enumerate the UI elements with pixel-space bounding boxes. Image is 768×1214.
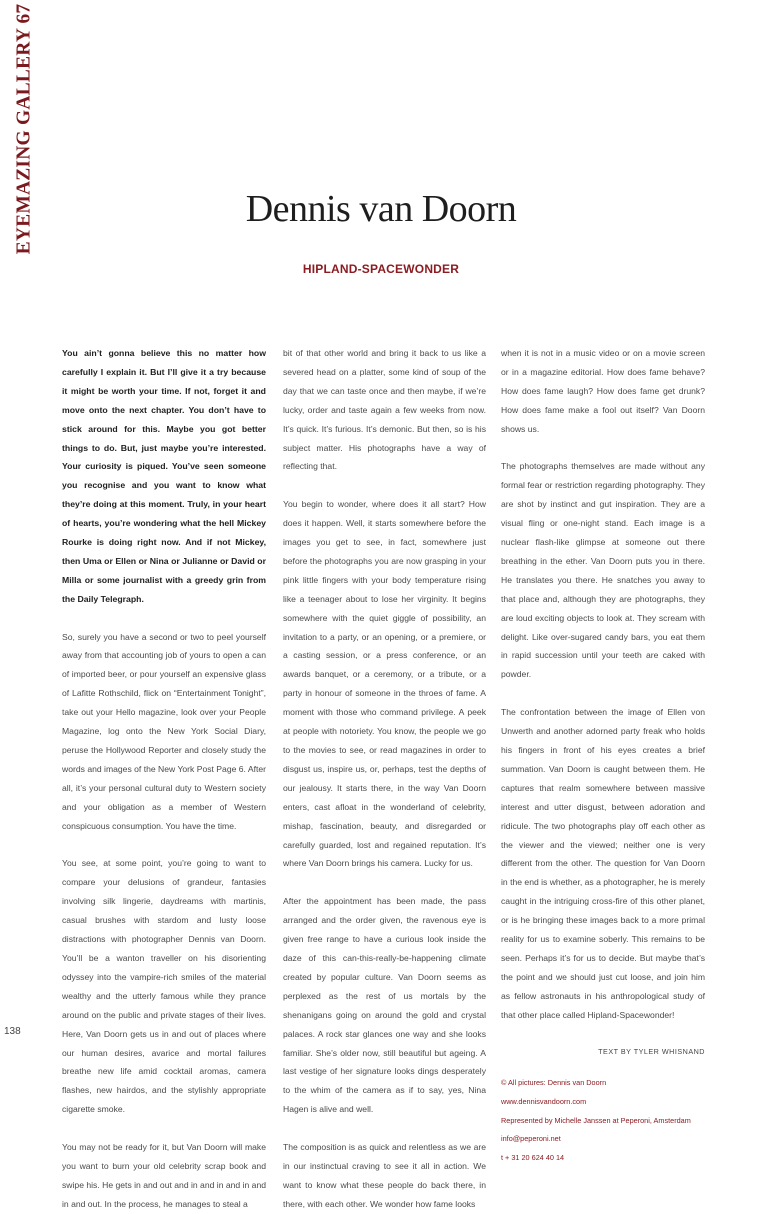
credit-email: info@peperoni.net [501, 1134, 561, 1144]
running-title-text: EYEMAZING GALLERY 67 [13, 3, 35, 255]
paragraph: when it is not in a music video or on a movie screen or in a magazine editorial. How does fame behave? How does fame laugh? How does fame get drunk? How does fame make a fool out itself? Van Doorn shows us. [501, 348, 705, 434]
paragraph: The composition is as quick and relentless as we are in our instinctual craving to see it all in action. We want to know what these people do back there, in there, with each other. We wonder how fame looks [283, 1142, 486, 1209]
credit-phone: t + 31 20 624 40 14 [501, 1152, 565, 1162]
paragraph: You see, at some point, you’re going to want to compare your delusions of grandeur, fantasies involving silk lingerie, daydreams with martinis, casual brushes with stardom and lusty loose distractions with photographer Dennis van Doorn. You’ll be a wanton traveller on his disorienting odyssey into the vampire-rich smiles of the material wealthy and the utterly famous while they prance around on the public and private stages of their lives. Here, Van Doorn gets us in and out of places where our human desires, avarice and mortal failures breathe new life amid cocktail aromas, camera flashes, new hairdos, and the stylishly appropriate cigarette smoke. [62, 858, 266, 1115]
paragraph: bit of that other world and bring it back to us like a severed head on a platter, some kind of soup of the day that we can taste once and then maybe, if we’re lucky, order and taste again a few weeks from now. It’s quick. It’s furious. It’s demonic. But then, so is his subject matter. His photographs have a way of reflecting that. [283, 348, 486, 472]
paragraph: So, surely you have a second or two to peel yourself away from that accounting job of yours to open a can of imported beer, or pour yourself an expensive glass of Lafitte Rothschild, flick on “Entertainment Tonight”, take out your Hello magazine, look over your People Magazine, log onto the New York Social Diary, peruse the Hollywood Reporter and closely study the words and images of the New York Post Page 6. After all, it’s your personal cultural duty to Western society and your obligation as a member of Western conspicuous consumption. You have the time. [62, 631, 266, 831]
credit-pictures: © All pictures: Dennis van Doorn [501, 1078, 607, 1088]
paragraph: After the appointment has been made, the pass arranged and the order given, the ravenous eye is given free range to have a curious look inside the daze of this can-this-really-be-happening climate created by popular culture. Van Doorn seems as perplexed as the rest of us mortals by the shenanigans going on around the gold and crystal palaces. A rock star glances one way and she looks familiar. She’s older now, still beautiful but ageing. A last vestige of her signature looks dings desperately to the whim of the camera as if to say, yes, Nina Hagen is alive and well. [283, 896, 486, 1115]
credit-website: www.dennisvandoorn.com [501, 1096, 587, 1106]
credit-representation: Represented by Michelle Janssen at Peperoni, Amsterdam [501, 1115, 691, 1125]
text-column-2 [283, 344, 486, 1214]
lead-paragraph: You ain’t gonna believe this no matter how carefully I explain it. But I’ll give it a try because it might be worth your time. If not, forget it and move onto the next chapter. You don’t have to stick around for this. Maybe you got better things to do. But, just maybe you’re interested. Your curiosity is piqued. You’ve seen someone you recognise and you want to know what they’re doing at this moment. Truly, in your heart of hearts, you’re wondering what the hell Mickey Rourke is doing right now. And if not Mickey, then Uma or Ellen or Nina or Julianne or David or Milla or some journalist with a greedy grin from the Daily Telegraph. [62, 348, 266, 604]
paragraph: You begin to wonder, where does it all start? How does it happen. Well, it starts somewhere before the images you get to see, in fact, somewhere just before the photographs you are now grasping in your pink little fingers with your body temperature rising like a teenager about to lose her virginity. It begins somewhere with the quiet giggle of possibility, an invitation to a party, or an opening, or a premiere, or a casting session, or a press conference, or an awards banquet, or a ceremony, or a tribute, or a party in honour of someone in the throes of fame. A moment with those who command privilege. A peek at people with notoriety. You know, the people we go to the movies to see, or read magazines in order to disgust us, inspire us, or, perhaps, test the depths of our jealousy. It starts there, in the way Van Doorn enters, cast afloat in the wonderland of celebrity, mishap, fascination, beauty, and disregarded or carefully guarded, lost and regained reputation. It’s where Van Doorn brings his camera. Lucky for us. [283, 499, 486, 869]
running-title [13, 3, 35, 255]
paragraph: The confrontation between the image of Ellen von Unwerth and another adorned party freak who holds his fingers in front of his eyes creates a brief summation. Van Doorn is caught between them. He captures that realm somewhere between massive interest and utter disgust, between adoration and ridicule. The two photographs play off each other as the viewer and the viewed; neither one is very different from the other. The question for Van Doorn in the end is whether, as a photographer, he is merely caught in the intriguing cross-fire of this other planet, or is he bringing these images back to a more primal reality for us to examine soberly. This remains to be seen. Perhaps it’s for us to decide. But maybe that’s the point and we should just cut loose, and join him as fellow astronauts in his anthropological study of that other place called Hipland-Spacewonder! [501, 707, 705, 1020]
article-subtitle: HIPLAND-SPACEWONDER [302, 262, 460, 276]
paragraph: You may not be ready for it, but Van Doorn will make you want to burn your old celebrity scrap book and swipe his. He gets in and out and in and in and in and in and out. In the process, he manages to steal a [62, 1142, 267, 1209]
text-column-1 [62, 344, 266, 1214]
paragraph: The photographs themselves are made without any formal fear or restriction regarding photography. They are shot by instinct and gut inspiration. They are a visual fling or one-night stand. Each image is a nuclear flash-like glimpse at someone out there breathing in the ether. Van Doorn puts you in there. He translates you there. He snatches you away to that place and, although they are photographs, they are loud exciting objects to look at. They scream with delight. Like over-sugared candy bars, you eat them in rapid succession until your teeth are caked with powder. [501, 461, 705, 680]
text-column-3 [501, 344, 705, 1167]
page-number: 138 [4, 1026, 21, 1037]
article-title: Dennis van Doorn [245, 188, 517, 230]
credits-block [501, 1074, 705, 1167]
author-credit: TEXT BY TYLER WHISNAND [598, 1047, 705, 1057]
